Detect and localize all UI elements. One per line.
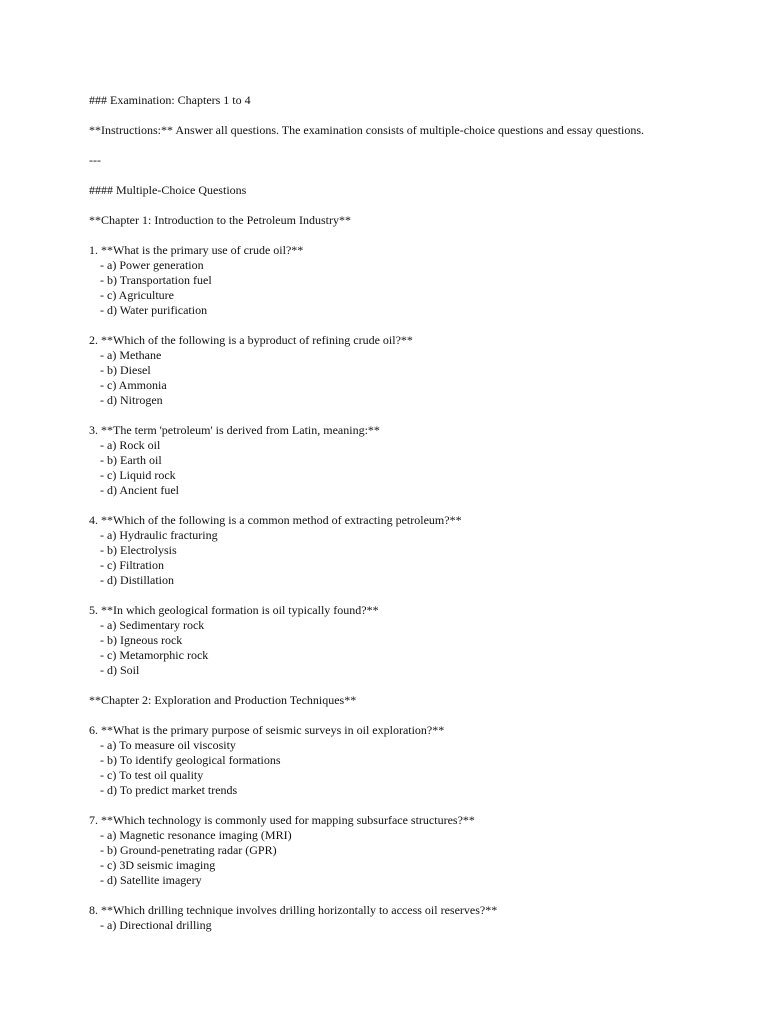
answer-option: - c) Liquid rock — [100, 468, 176, 482]
answer-option: - b) Electrolysis — [100, 543, 177, 557]
question-text: 8. **Which drilling technique involves drilling horizontally to access oil reserves?** — [89, 903, 498, 917]
answer-option: - a) Directional drilling — [100, 918, 212, 932]
answer-option: - d) Ancient fuel — [100, 483, 179, 497]
spacer — [89, 138, 729, 153]
answer-option: - c) Agriculture — [100, 288, 174, 302]
question-text: 5. **In which geological formation is oil typically found?** — [89, 603, 379, 617]
exam-document — [89, 93, 729, 933]
answer-option: - b) Earth oil — [100, 453, 162, 467]
answer-option: - a) Sedimentary rock — [100, 618, 205, 632]
question-text: 3. **The term 'petroleum' is derived from Latin, meaning:** — [89, 423, 380, 437]
answer-option: - c) 3D seismic imaging — [100, 858, 216, 872]
answer-option: - b) Transportation fuel — [100, 273, 212, 287]
answer-option: - d) Soil — [100, 663, 140, 677]
answer-option: - b) Igneous rock — [100, 633, 183, 647]
question-text: 4. **Which of the following is a common method of extracting petroleum?** — [89, 513, 462, 527]
answer-option: - b) Diesel — [100, 363, 151, 377]
answer-option: - c) To test oil quality — [100, 768, 204, 782]
question-block — [89, 423, 729, 498]
question-block — [89, 813, 729, 888]
answer-option: - c) Metamorphic rock — [100, 648, 209, 662]
spacer — [89, 888, 729, 903]
spacer — [89, 168, 729, 183]
spacer — [89, 708, 729, 723]
spacer — [89, 198, 729, 213]
answer-option: - d) To predict market trends — [100, 783, 238, 797]
spacer — [89, 678, 729, 693]
question-block — [89, 603, 729, 678]
answer-option: - b) Ground-penetrating radar (GPR) — [100, 843, 277, 857]
question-block — [89, 243, 729, 318]
answer-option: - d) Distillation — [100, 573, 174, 587]
chapter-title: **Chapter 2: Exploration and Production Techniques** — [89, 693, 357, 707]
answer-option: - c) Filtration — [100, 558, 164, 572]
answer-option: - a) Magnetic resonance imaging (MRI) — [100, 828, 292, 842]
answer-option: - b) To identify geological formations — [100, 753, 281, 767]
answer-option: - a) To measure oil viscosity — [100, 738, 236, 752]
spacer — [89, 498, 729, 513]
answer-option: - d) Satellite imagery — [100, 873, 202, 887]
chapter-title: **Chapter 1: Introduction to the Petroleum Industry** — [89, 213, 351, 227]
question-text: 2. **Which of the following is a byproduct of refining crude oil?** — [89, 333, 413, 347]
spacer — [89, 108, 729, 123]
spacer — [89, 408, 729, 423]
separator: --- — [89, 153, 101, 167]
question-block — [89, 723, 729, 798]
spacer — [89, 318, 729, 333]
question-block — [89, 903, 729, 933]
answer-option: - a) Power generation — [100, 258, 204, 272]
answer-option: - a) Methane — [100, 348, 162, 362]
answer-option: - a) Rock oil — [100, 438, 161, 452]
spacer — [89, 798, 729, 813]
question-text: 1. **What is the primary use of crude oil?** — [89, 243, 304, 257]
answer-option: - d) Nitrogen — [100, 393, 163, 407]
exam-heading: ### Examination: Chapters 1 to 4 — [89, 93, 251, 107]
question-block — [89, 333, 729, 408]
question-text: 6. **What is the primary purpose of seismic surveys in oil exploration?** — [89, 723, 445, 737]
section-heading: #### Multiple-Choice Questions — [89, 183, 247, 197]
spacer — [89, 228, 729, 243]
answer-option: - d) Water purification — [100, 303, 208, 317]
question-text: 7. **Which technology is commonly used for mapping subsurface structures?** — [89, 813, 475, 827]
instructions-text: **Instructions:** Answer all questions. The examination consists of multiple-choice questions and essay questions. — [89, 123, 645, 137]
spacer — [89, 588, 729, 603]
question-block — [89, 513, 729, 588]
answer-option: - c) Ammonia — [100, 378, 167, 392]
answer-option: - a) Hydraulic fracturing — [100, 528, 218, 542]
